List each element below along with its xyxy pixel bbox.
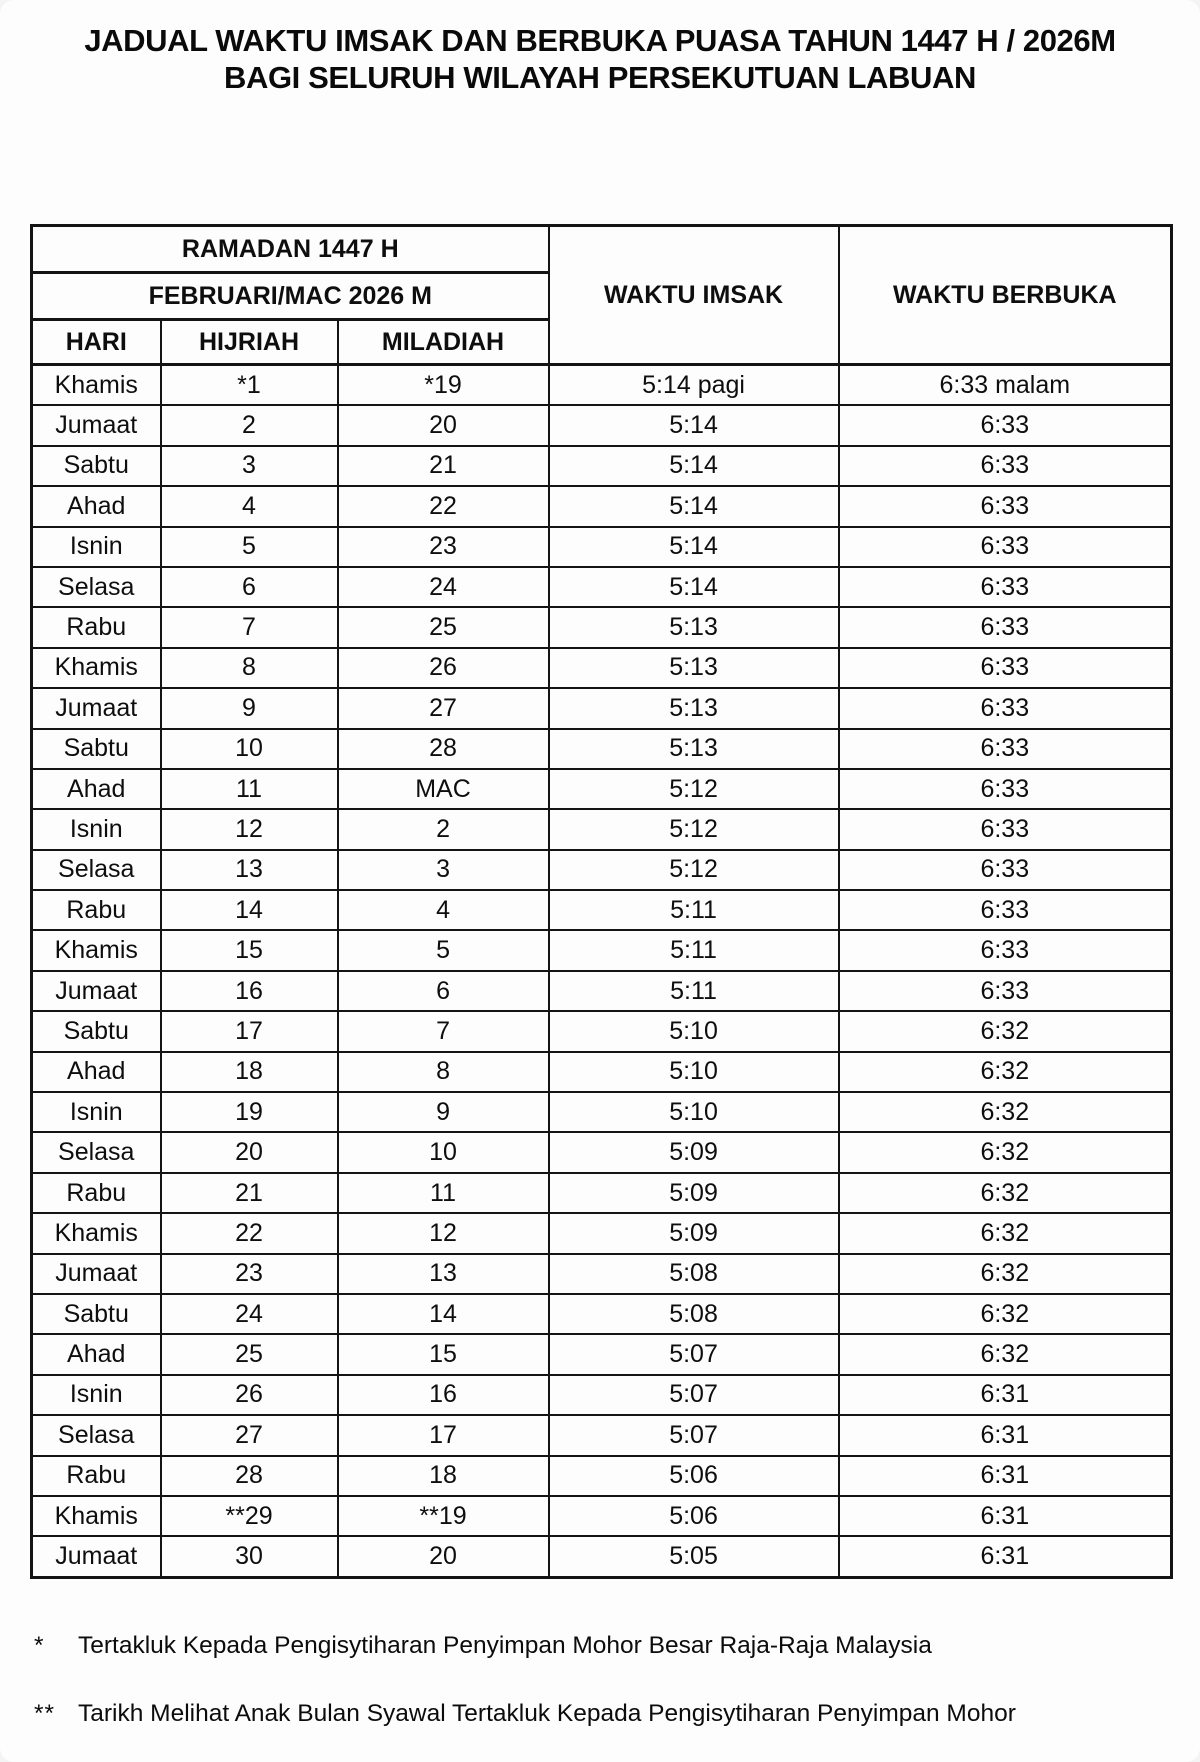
table-cell: 5:06 xyxy=(549,1456,839,1496)
table-cell: 26 xyxy=(338,648,549,688)
table-cell: 10 xyxy=(161,729,338,769)
table-cell: Rabu xyxy=(32,890,161,930)
table-cell: 14 xyxy=(161,890,338,930)
table-cell: 6:32 xyxy=(839,1092,1172,1132)
table-cell: Khamis xyxy=(32,930,161,970)
table-cell: 5 xyxy=(161,527,338,567)
table-cell: 20 xyxy=(338,1536,549,1577)
table-cell: 5:10 xyxy=(549,1092,839,1132)
table-cell: 17 xyxy=(161,1011,338,1051)
table-cell: Rabu xyxy=(32,1456,161,1496)
table-cell: **29 xyxy=(161,1496,338,1536)
table-cell: Ahad xyxy=(32,769,161,809)
table-cell: 22 xyxy=(161,1213,338,1253)
table-row xyxy=(32,365,1172,406)
table-cell: 5:13 xyxy=(549,729,839,769)
table-cell: 6:33 xyxy=(839,405,1172,445)
col-header-miladiah: MILADIAH xyxy=(338,320,549,365)
table-cell: 5:14 xyxy=(549,446,839,486)
table-cell: 6:31 xyxy=(839,1536,1172,1577)
table-row xyxy=(32,769,1172,809)
table-cell: 5:13 xyxy=(549,607,839,647)
table-cell: 9 xyxy=(338,1092,549,1132)
table-row xyxy=(32,527,1172,567)
header-gregorian-month: FEBRUARI/MAC 2026 M xyxy=(32,273,549,320)
table-row xyxy=(32,567,1172,607)
table-cell: Khamis xyxy=(32,1496,161,1536)
table-cell: 6 xyxy=(161,567,338,607)
table-row xyxy=(32,688,1172,728)
table-cell: 5:11 xyxy=(549,890,839,930)
table-cell: 6:31 xyxy=(839,1456,1172,1496)
table-cell: 11 xyxy=(161,769,338,809)
table-cell: 5:12 xyxy=(549,769,839,809)
footnote-2-text: Tarikh Melihat Anak Bulan Syawal Tertakluk Kepada Pengisytiharan Penyimpan Mohor xyxy=(78,1699,1016,1727)
table-cell: 12 xyxy=(161,809,338,849)
table-cell: 7 xyxy=(161,607,338,647)
table-row xyxy=(32,729,1172,769)
table-cell: 6:33 xyxy=(839,527,1172,567)
table-row xyxy=(32,850,1172,890)
table-cell: 4 xyxy=(338,890,549,930)
table-cell: Khamis xyxy=(32,1213,161,1253)
table-cell: 6:33 xyxy=(839,971,1172,1011)
table-cell: 15 xyxy=(338,1334,549,1374)
table-cell: Jumaat xyxy=(32,688,161,728)
table-cell: 6:33 xyxy=(839,890,1172,930)
table-cell: 11 xyxy=(338,1173,549,1213)
table-row xyxy=(32,446,1172,486)
page-title-line1: JADUAL WAKTU IMSAK DAN BERBUKA PUASA TAHUN 1447 H / 2026M xyxy=(84,23,1116,58)
table-cell: 5:11 xyxy=(549,930,839,970)
table-cell: 10 xyxy=(338,1132,549,1172)
table-cell: 6:32 xyxy=(839,1213,1172,1253)
table-cell: 16 xyxy=(161,971,338,1011)
table-row xyxy=(32,1456,1172,1496)
table-row xyxy=(32,648,1172,688)
table-body xyxy=(32,365,1172,1578)
table-cell: Sabtu xyxy=(32,729,161,769)
table-cell: 5:14 pagi xyxy=(549,365,839,406)
table-cell: 15 xyxy=(161,930,338,970)
table-cell: 5:14 xyxy=(549,405,839,445)
table-cell: 6 xyxy=(338,971,549,1011)
table-cell: 5:10 xyxy=(549,1052,839,1092)
table-cell: 5:11 xyxy=(549,971,839,1011)
table-cell: 6:33 xyxy=(839,567,1172,607)
table-cell: 5:08 xyxy=(549,1254,839,1294)
table-cell: 30 xyxy=(161,1536,338,1577)
table-cell: 21 xyxy=(161,1173,338,1213)
table-cell: 7 xyxy=(338,1011,549,1051)
table-cell: Sabtu xyxy=(32,1294,161,1334)
table-row xyxy=(32,405,1172,445)
table-cell: 27 xyxy=(161,1415,338,1455)
table-cell: Isnin xyxy=(32,809,161,849)
table-cell: 6:33 xyxy=(839,850,1172,890)
table-cell: 25 xyxy=(161,1334,338,1374)
table-cell: 6:31 xyxy=(839,1375,1172,1415)
table-cell: 8 xyxy=(161,648,338,688)
table-cell: MAC xyxy=(338,769,549,809)
table-cell: 27 xyxy=(338,688,549,728)
table-row xyxy=(32,607,1172,647)
table-cell: 5:12 xyxy=(549,809,839,849)
table-cell: 6:32 xyxy=(839,1011,1172,1051)
table-cell: 5:07 xyxy=(549,1334,839,1374)
table-row xyxy=(32,1011,1172,1051)
table-cell: 6:33 xyxy=(839,446,1172,486)
table-row xyxy=(32,1415,1172,1455)
table-row xyxy=(32,1496,1172,1536)
table-cell: 6:32 xyxy=(839,1132,1172,1172)
table-cell: 18 xyxy=(161,1052,338,1092)
table-cell: Sabtu xyxy=(32,1011,161,1051)
table-cell: 6:33 xyxy=(839,809,1172,849)
table-row xyxy=(32,930,1172,970)
table-cell: 5:08 xyxy=(549,1294,839,1334)
table-cell: 6:32 xyxy=(839,1254,1172,1294)
table-cell: Jumaat xyxy=(32,405,161,445)
table-cell: 6:33 malam xyxy=(839,365,1172,406)
table-row xyxy=(32,1254,1172,1294)
table-cell: 3 xyxy=(338,850,549,890)
table-cell: 6:33 xyxy=(839,930,1172,970)
table-cell: 6:33 xyxy=(839,648,1172,688)
table-cell: 21 xyxy=(338,446,549,486)
footnote-1-text: Tertakluk Kepada Pengisytiharan Penyimpan Mohor Besar Raja-Raja Malaysia xyxy=(78,1631,932,1659)
page-title xyxy=(0,0,1200,96)
table-cell: 6:32 xyxy=(839,1294,1172,1334)
table-cell: 4 xyxy=(161,486,338,526)
table-cell: 5:14 xyxy=(549,527,839,567)
table-cell: 23 xyxy=(338,527,549,567)
page-title-line2: BAGI SELURUH WILAYAH PERSEKUTUAN LABUAN xyxy=(224,60,976,95)
table-cell: 20 xyxy=(161,1132,338,1172)
table-cell: Selasa xyxy=(32,1132,161,1172)
col-header-waktu-imsak: WAKTU IMSAK xyxy=(549,226,839,365)
table-cell: 16 xyxy=(338,1375,549,1415)
table-row xyxy=(32,1213,1172,1253)
table-row xyxy=(32,1132,1172,1172)
table-cell: Rabu xyxy=(32,607,161,647)
prayer-times-table xyxy=(30,224,1173,1579)
table-row xyxy=(32,1375,1172,1415)
table-cell: 26 xyxy=(161,1375,338,1415)
table-cell: 2 xyxy=(161,405,338,445)
table-cell: 6:33 xyxy=(839,607,1172,647)
header-row-hijri-month xyxy=(32,226,1172,273)
table-row xyxy=(32,971,1172,1011)
table-cell: Jumaat xyxy=(32,971,161,1011)
table-cell: Selasa xyxy=(32,1415,161,1455)
table-cell: 12 xyxy=(338,1213,549,1253)
table-cell: Jumaat xyxy=(32,1536,161,1577)
table-cell: Ahad xyxy=(32,486,161,526)
table-cell: **19 xyxy=(338,1496,549,1536)
table-cell: 5:07 xyxy=(549,1415,839,1455)
table-cell: 5 xyxy=(338,930,549,970)
table-cell: 3 xyxy=(161,446,338,486)
table-cell: 5:07 xyxy=(549,1375,839,1415)
table-cell: 5:09 xyxy=(549,1132,839,1172)
table-cell: 18 xyxy=(338,1456,549,1496)
table-cell: 13 xyxy=(161,850,338,890)
footnote-1-marker: * xyxy=(34,1631,45,1659)
table-cell: 6:33 xyxy=(839,769,1172,809)
footnotes xyxy=(34,1631,1200,1729)
table-cell: 5:13 xyxy=(549,688,839,728)
table-cell: 14 xyxy=(338,1294,549,1334)
table-cell: Khamis xyxy=(32,648,161,688)
table-cell: Khamis xyxy=(32,365,161,406)
table-cell: *1 xyxy=(161,365,338,406)
col-header-waktu-berbuka: WAKTU BERBUKA xyxy=(839,226,1172,365)
table-cell: 5:09 xyxy=(549,1213,839,1253)
table-row xyxy=(32,1173,1172,1213)
table-cell: Isnin xyxy=(32,527,161,567)
table-cell: 28 xyxy=(338,729,549,769)
table-cell: Ahad xyxy=(32,1052,161,1092)
footnote-2-marker: ** xyxy=(34,1699,56,1727)
table-cell: 25 xyxy=(338,607,549,647)
table-row xyxy=(32,1052,1172,1092)
table-cell: Rabu xyxy=(32,1173,161,1213)
table-cell: 24 xyxy=(161,1294,338,1334)
table-cell: Isnin xyxy=(32,1375,161,1415)
table-cell: 24 xyxy=(338,567,549,607)
table-cell: 5:06 xyxy=(549,1496,839,1536)
table-cell: 5:10 xyxy=(549,1011,839,1051)
table-cell: Jumaat xyxy=(32,1254,161,1294)
table-cell: 5:13 xyxy=(549,648,839,688)
table-row xyxy=(32,1092,1172,1132)
table-cell: 9 xyxy=(161,688,338,728)
table-cell: 13 xyxy=(338,1254,549,1294)
table-cell: 28 xyxy=(161,1456,338,1496)
col-header-hijriah: HIJRIAH xyxy=(161,320,338,365)
table-cell: Selasa xyxy=(32,850,161,890)
table-cell: 6:31 xyxy=(839,1496,1172,1536)
header-ramadan-month: RAMADAN 1447 H xyxy=(32,226,549,273)
table-cell: 5:12 xyxy=(549,850,839,890)
table-cell: 8 xyxy=(338,1052,549,1092)
table-cell: 6:32 xyxy=(839,1173,1172,1213)
table-cell: 6:33 xyxy=(839,486,1172,526)
table-cell: 6:32 xyxy=(839,1334,1172,1374)
table-cell: 22 xyxy=(338,486,549,526)
table-cell: Selasa xyxy=(32,567,161,607)
footnote-2 xyxy=(34,1699,1200,1729)
table-row xyxy=(32,486,1172,526)
table-cell: Ahad xyxy=(32,1334,161,1374)
col-header-hari: HARI xyxy=(32,320,161,365)
table-cell: 23 xyxy=(161,1254,338,1294)
table-header xyxy=(32,226,1172,365)
table-cell: 5:09 xyxy=(549,1173,839,1213)
table-cell: 6:33 xyxy=(839,729,1172,769)
table-cell: 5:14 xyxy=(549,567,839,607)
table-row xyxy=(32,1536,1172,1577)
table-cell: 2 xyxy=(338,809,549,849)
table-row xyxy=(32,1294,1172,1334)
table-row xyxy=(32,1334,1172,1374)
footnote-1 xyxy=(34,1631,1200,1661)
table-cell: 6:31 xyxy=(839,1415,1172,1455)
table-cell: *19 xyxy=(338,365,549,406)
table-cell: Sabtu xyxy=(32,446,161,486)
table-cell: 6:32 xyxy=(839,1052,1172,1092)
table-cell: 20 xyxy=(338,405,549,445)
table-row xyxy=(32,890,1172,930)
table-row xyxy=(32,809,1172,849)
table-cell: 5:14 xyxy=(549,486,839,526)
table-cell: 6:33 xyxy=(839,688,1172,728)
table-cell: 5:05 xyxy=(549,1536,839,1577)
table-cell: 17 xyxy=(338,1415,549,1455)
table-cell: Isnin xyxy=(32,1092,161,1132)
table-cell: 19 xyxy=(161,1092,338,1132)
